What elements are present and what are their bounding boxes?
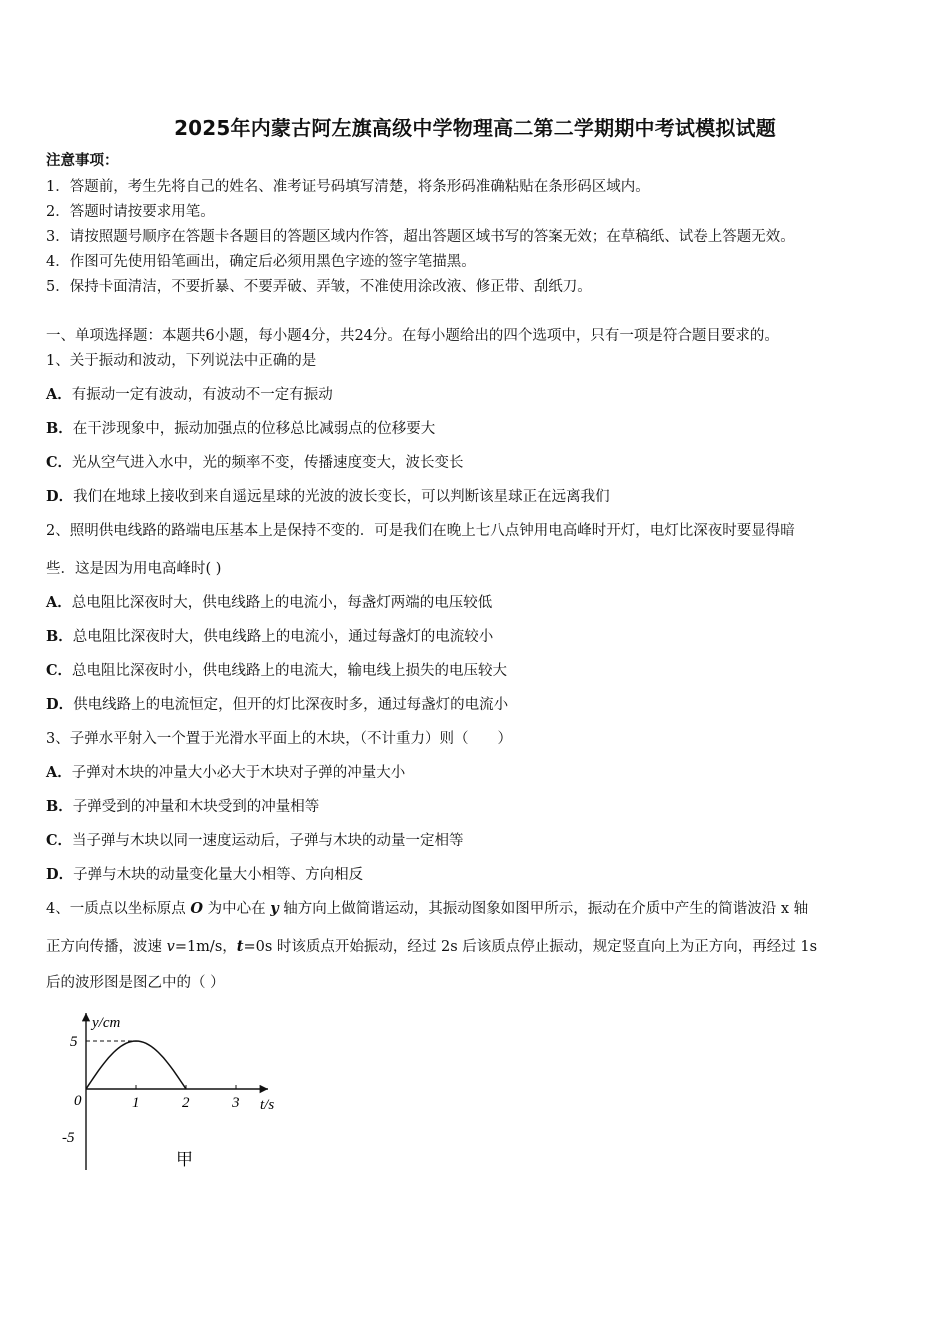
option-letter: A． [46,764,72,781]
stem-symbol: O [190,900,203,917]
stem-text: =0s 时该质点开始振动，经过 2s 后该质点停止振动，规定竖直向上为正方向，再经过 1s [243,939,818,955]
x-axis-label: t/s [260,1097,275,1113]
option-text: 总电阻比深夜时大，供电线路上的电流小，通过每盏灯的电流较小 [72,629,494,645]
stem-text: 为中心在 [202,901,271,917]
note-item: 3．请按照题号顺序在答题卡各题目的答题区域内作答，超出答题区域书写的答案无效；在草稿纸、试卷上答题无效。 [46,229,795,245]
option-letter: A． [46,386,72,403]
note-item: 4．作图可先使用铅笔画出，确定后必须用黑色字迹的签字笔描黑。 [46,254,476,270]
figure-caption: 甲 [176,1150,193,1169]
question-1-option-c [46,454,464,472]
option-letter: D． [46,488,74,505]
stem-symbol: t [236,938,244,955]
page-title: 2025年内蒙古阿左旗高级中学物理高二第二学期期中考试模拟试题 [174,116,776,140]
stem-text: 轴方向上做简谐运动，其振动图象如图甲所示，振动在介质中产生的简谐波沿 x 轴 [278,901,809,917]
option-letter: C． [46,662,73,679]
option-letter: A． [46,594,72,611]
note-item: 1．答题前，考生先将自己的姓名、准考证号码填写清楚，将条形码准确粘贴在条形码区域内。 [46,179,650,195]
option-text: 子弹与木块的动量变化量大小相等、方向相反 [73,867,364,883]
option-text: 供电线路上的电流恒定，但开的灯比深夜时多，通过每盏灯的电流小 [73,697,509,713]
option-letter: D． [46,696,74,713]
question-1-option-b [46,420,435,438]
stem-symbol: y [270,900,279,917]
x-tick-label: 1 [132,1095,140,1111]
x-tick-label: 3 [232,1095,240,1111]
option-text: 总电阻比深夜时小，供电线路上的电流大，输电线上损失的电压较大 [72,663,508,679]
option-letter: D． [46,866,74,883]
option-text: 我们在地球上接收到来自遥远星球的光波的波长变长，可以判断该星球正在远离我们 [73,489,610,505]
question-3-stem: 3、子弹水平射入一个置于光滑水平面上的木块，（不计重力）则（ ） [46,731,512,747]
stem-text: 4、一质点以坐标原点 [46,901,191,917]
question-2-stem: 2、照明供电线路的路端电压基本上是保持不变的．可是我们在晚上七八点钟用电高峰时开灯，电灯比深夜时要显得暗 [46,523,795,539]
question-4-stem-cont [46,938,817,956]
question-1-option-d [46,488,610,506]
option-letter: C． [46,454,73,471]
question-2-option-a [46,594,492,612]
question-3-option-b [46,798,319,816]
vibration-curve [86,1041,186,1089]
question-3-option-c [46,832,464,850]
note-item: 5．保持卡面清洁，不要折暴、不要弄破、弄皱，不准使用涂改液、修正带、刮纸刀。 [46,279,592,295]
question-1-stem: 1、关于振动和波动，下列说法中正确的是 [46,353,317,369]
y-axis-label: y/cm [92,1015,121,1031]
question-2-stem-cont: 些．这是因为用电高峰时( ) [46,561,222,577]
x-tick-label: 2 [182,1095,190,1111]
option-letter: B． [46,628,73,645]
option-text: 在干涉现象中，振动加强点的位移总比减弱点的位移要大 [72,421,436,437]
option-text: 当子弹与木块以同一速度运动后，子弹与木块的动量一定相等 [72,833,464,849]
option-text: 总电阻比深夜时大，供电线路上的电流小，每盏灯两端的电压较低 [71,595,493,611]
stem-text: =1m/s， [174,939,237,955]
option-text: 光从空气进入水中，光的频率不变，传播速度变大，波长变长 [72,455,464,471]
stem-symbol: v [166,939,175,955]
question-1-option-a [46,386,333,404]
option-letter: C． [46,832,73,849]
note-item: 2．答题时请按要求用笔。 [46,204,215,220]
vibration-graph [56,1005,296,1175]
option-text: 有振动一定有波动，有波动不一定有振动 [71,387,333,403]
question-2-option-c [46,662,507,680]
option-text: 子弹受到的冲量和木块受到的冲量相等 [72,799,320,815]
question-3-option-a [46,764,405,782]
y-tick-label: 5 [70,1034,78,1050]
question-4-stem-cont: 后的波形图是图乙中的（ ） [46,975,225,991]
question-2-option-b [46,628,493,646]
question-3-option-d [46,866,363,884]
origin-label: 0 [74,1093,82,1109]
option-letter: B． [46,420,73,437]
option-letter: B． [46,798,73,815]
question-2-option-d [46,696,508,714]
question-4-stem [46,900,808,918]
section-heading: 一、单项选择题：本题共6小题，每小题4分，共24分。在每小题给出的四个选项中，只有一项是符合题目要求的。 [46,328,779,344]
y-tick-label: -5 [62,1130,75,1146]
option-text: 子弹对木块的冲量大小必大于木块对子弹的冲量大小 [71,765,406,781]
notes-heading: 注意事项： [46,152,119,169]
stem-text: 正方向传播，波速 [46,939,167,955]
